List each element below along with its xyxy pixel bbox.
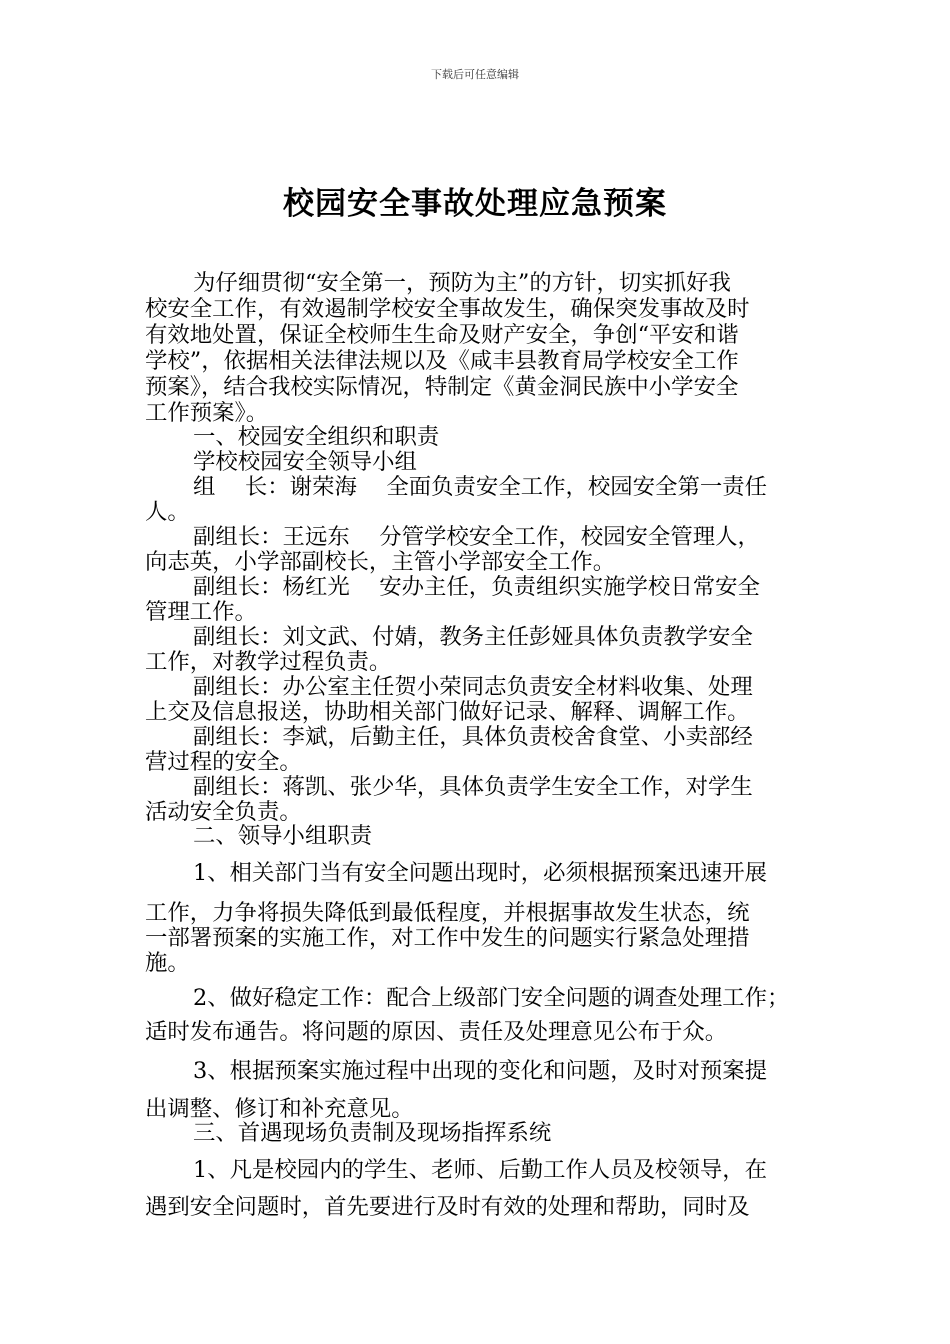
paragraph-line: 学校”，依据相关法律法规以及《咸丰县教育局学校安全工作 <box>145 348 739 374</box>
paragraph-line: 工作，力争将损失降低到最低程度，并根据事故发生状态，统 <box>145 900 750 926</box>
paragraph-line: 活动安全负责。 <box>145 799 302 825</box>
paragraph-line: 出调整、修订和补充意见。 <box>145 1096 414 1122</box>
paragraph-line: 1、相关部门当有安全问题出现时，必须根据预案迅速开展 <box>193 860 768 886</box>
paragraph-line: 营过程的安全。 <box>145 749 302 775</box>
paragraph-line: 一部署预案的实施工作，对工作中发生的问题实行紧急处理措 <box>145 925 750 951</box>
paragraph-line: 人。 <box>145 499 190 525</box>
paragraph-line: 遇到安全问题时，首先要进行及时有效的处理和帮助，同时及 <box>145 1194 750 1220</box>
paragraph-line: 校安全工作，有效遏制学校安全事故发生，确保突发事故及时 <box>145 296 750 322</box>
page-header: 下载后可任意编辑 <box>431 68 519 81</box>
paragraph-line: 组 长：谢荣海 全面负责安全工作，校园安全第一责任 <box>193 474 767 500</box>
document-title: 校园安全事故处理应急预案 <box>283 186 667 222</box>
paragraph-line: 施。 <box>145 950 190 976</box>
paragraph-line: 副组长：李斌，后勤主任，具体负责校舍食堂、小卖部经 <box>193 724 753 750</box>
paragraph-line: 为仔细贯彻“安全第一，预防为主”的方针，切实抓好我 <box>193 270 731 296</box>
subsection-heading: 学校校园安全领导小组 <box>193 449 417 475</box>
paragraph-line: 副组长：王远东 分管学校安全工作，校园安全管理人， <box>193 524 760 550</box>
paragraph-line: 副组长：蒋凯、张少华，具体负责学生安全工作，对学生 <box>193 774 753 800</box>
section-heading: 二、领导小组职责 <box>193 823 373 849</box>
paragraph-line: 副组长：刘文武、付婧，教务主任彭娅具体负责教学安全 <box>193 624 753 650</box>
paragraph-line: 适时发布通告。将问题的原因、责任及处理意见公布于众。 <box>145 1019 728 1045</box>
section-heading: 一、校园安全组织和职责 <box>193 424 440 450</box>
paragraph-line: 预案》，结合我校实际情况，特制定《黄金洞民族中小学安全 <box>145 374 739 400</box>
section-heading: 三、首遇现场负责制及现场指挥系统 <box>193 1120 552 1146</box>
paragraph-line: 3、根据预案实施过程中出现的变化和问题，及时对预案提 <box>193 1058 768 1084</box>
paragraph-line: 1、凡是校园内的学生、老师、后勤工作人员及校领导，在 <box>193 1157 768 1183</box>
paragraph-line: 工作预案》。 <box>145 400 269 426</box>
paragraph-line: 副组长：杨红光 安办主任，负责组织实施学校日常安全 <box>193 574 760 600</box>
paragraph-line: 管理工作。 <box>145 599 257 625</box>
paragraph-line: 2、做好稳定工作：配合上级部门安全问题的调查处理工作； <box>193 985 790 1011</box>
paragraph-line: 副组长：办公室主任贺小荣同志负责安全材料收集、处理 <box>193 674 753 700</box>
paragraph-line: 有效地处置，保证全校师生生命及财产安全，争创“平安和谐 <box>145 322 739 348</box>
paragraph-line: 向志英，小学部副校长，主管小学部安全工作。 <box>145 549 616 575</box>
paragraph-line: 工作，对教学过程负责。 <box>145 649 392 675</box>
paragraph-line: 上交及信息报送，协助相关部门做好记录、解释、调解工作。 <box>145 699 750 725</box>
